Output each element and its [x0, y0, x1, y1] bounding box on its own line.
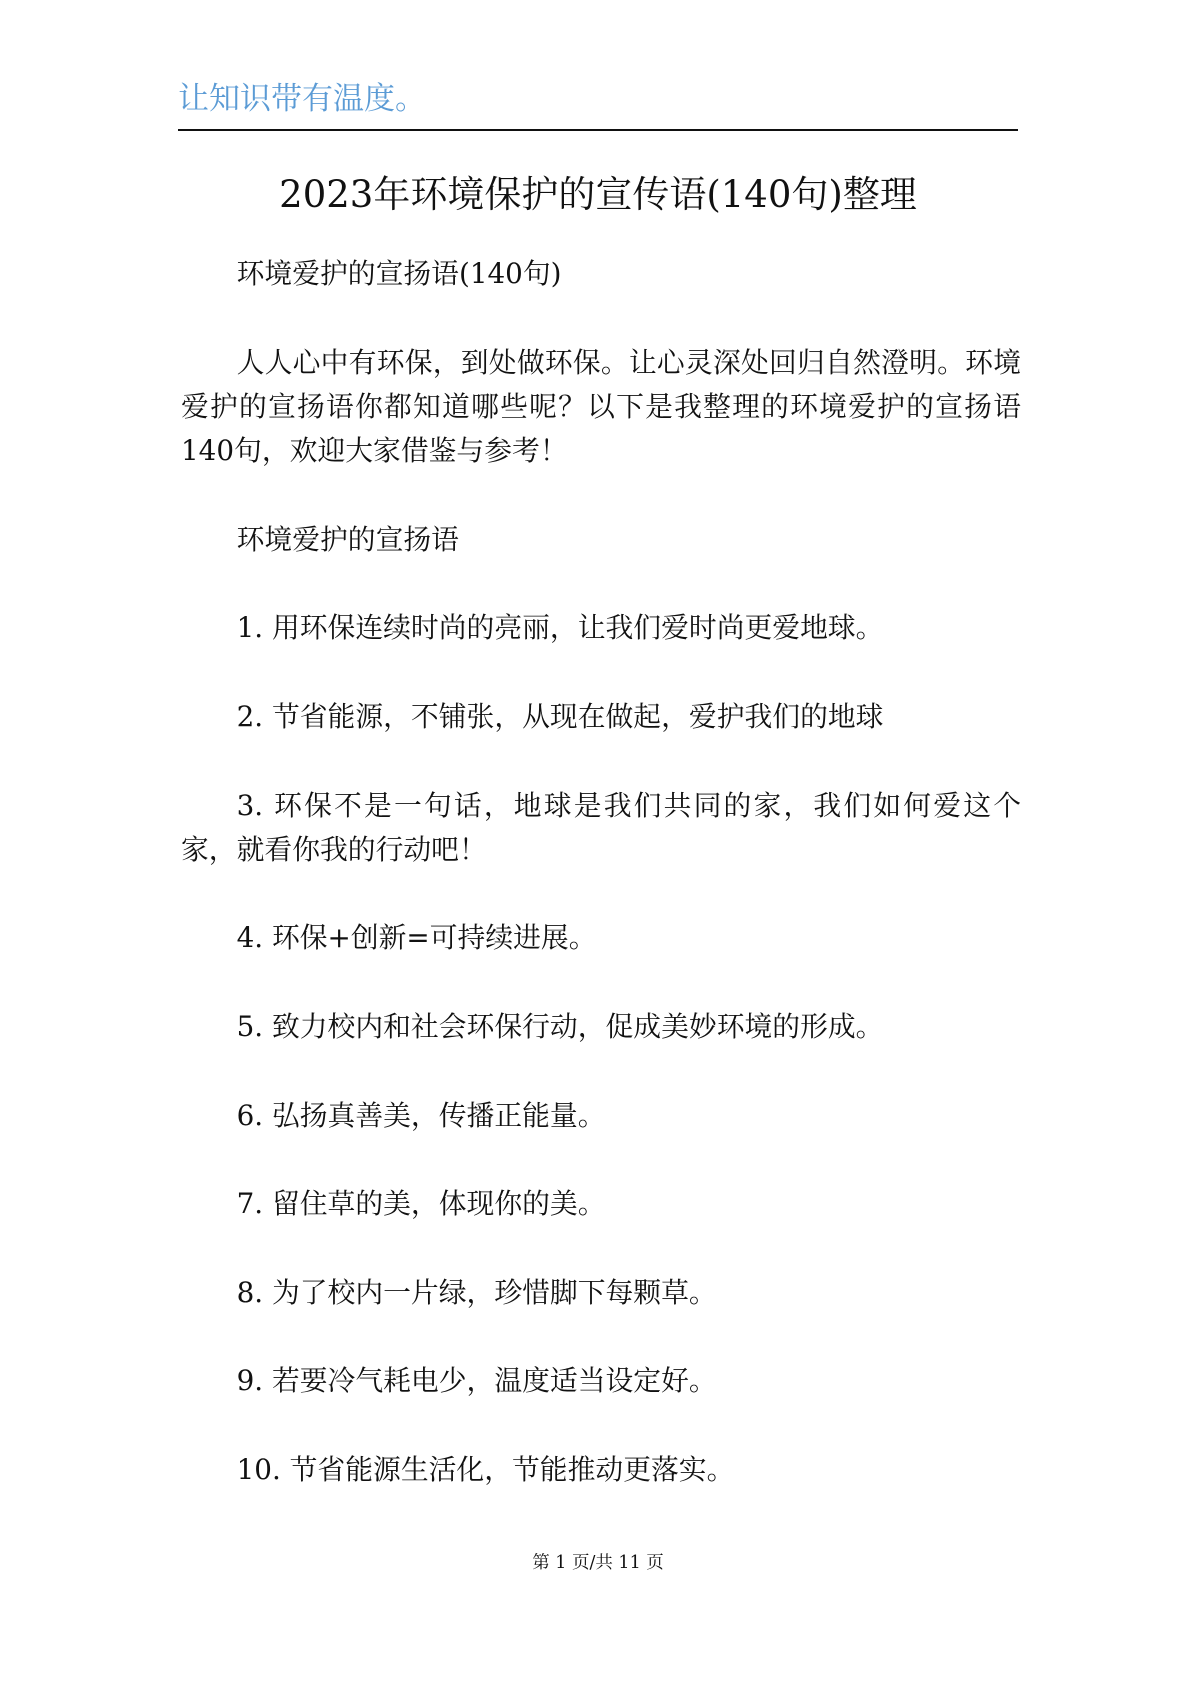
page-number: 第 1 页/共 11 页 [532, 1553, 664, 1573]
header-divider [178, 129, 1018, 131]
header-slogan: 让知识带有温度。 [178, 81, 426, 117]
list-item: 10. 节省能源生活化，节能推动更落实。 [236, 1453, 735, 1487]
list-item: 9. 若要冷气耗电少，温度适当设定好。 [236, 1364, 717, 1398]
section-heading: 环境爱护的宣扬语 [236, 522, 459, 556]
list-item: 4. 环保+创新=可持续进展。 [236, 921, 597, 955]
list-item: 5. 致力校内和社会环保行动，促成美妙环境的形成。 [236, 1010, 884, 1044]
document-title: 2023年环境保护的宣传语(140句)整理 [279, 173, 917, 216]
list-item: 6. 弘扬真善美，传播正能量。 [236, 1098, 606, 1132]
intro-paragraph: 人人心中有环保，到处做环保。让心灵深处回归自然澄明。环境爱护的宣扬语你都知道哪些呢？以下是我整理的环境爱护的宣扬语140句，欢迎大家借鉴与参考！ [181, 345, 1021, 468]
subtitle: 环境爱护的宣扬语(140句) [236, 257, 562, 290]
list-item: 3. 环保不是一句话，地球是我们共同的家，我们如何爱这个家，就看你我的行动吧！ [181, 788, 1021, 866]
list-item: 7. 留住草的美，体现你的美。 [236, 1187, 606, 1221]
list-item: 8. 为了校内一片绿，珍惜脚下每颗草。 [236, 1275, 717, 1309]
document-body [181, 252, 1021, 1537]
list-item: 2. 节省能源，不铺张，从现在做起，爱护我们的地球 [236, 699, 884, 733]
list-item: 1. 用环保连续时尚的亮丽，让我们爱时尚更爱地球。 [236, 611, 884, 645]
